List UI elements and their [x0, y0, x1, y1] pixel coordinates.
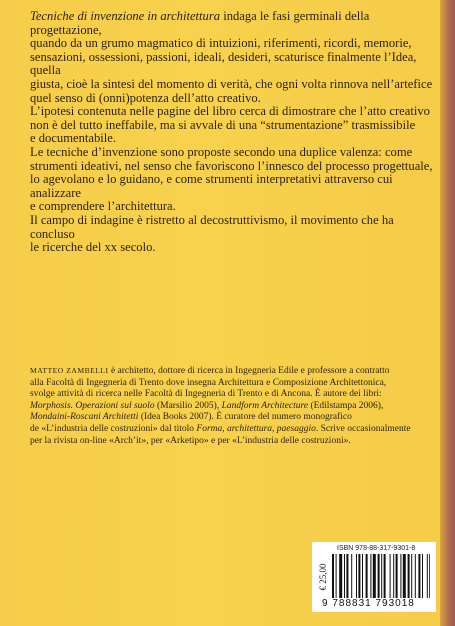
barcode-bar	[396, 554, 398, 598]
barcode-bar	[400, 554, 401, 598]
barcode-bar	[378, 554, 380, 598]
text-line: (Marsilio 2005),	[154, 400, 222, 411]
barcode-bar	[418, 554, 420, 598]
text-line: e comprendere l’architettura.	[30, 199, 176, 214]
price: € 25,00	[318, 563, 328, 591]
text-line: è architetto, dottore di ricerca in Ingegneria Edile e professore a contratto	[108, 366, 390, 376]
text-line: quel senso di (onni)potenza dell’atto creativo.	[30, 90, 261, 105]
barcode-bar	[390, 554, 391, 598]
barcode-bar	[336, 554, 337, 598]
text-line: lo agevolano e lo guidano, e come strumenti interpretativi attraverso cui analizzare	[30, 172, 393, 200]
description-paragraph-3	[30, 146, 438, 214]
text-line: . Scrive occasionalmente	[315, 423, 411, 434]
text-line: Le tecniche d’invenzione sono proposte secondo una duplice valenza: come	[30, 144, 413, 159]
barcode-bar	[339, 554, 342, 598]
barcode-bar	[408, 554, 410, 598]
barcode-bars	[332, 554, 430, 598]
text-line: quando da un grumo magmatico di intuizioni, riferimenti, ricordi, memorie,	[30, 36, 412, 51]
text-line: alla Facoltà di Ingegneria di Trento dove insegna Architettura e Composizione Architettonica,	[30, 377, 387, 388]
barcode-bar	[344, 554, 345, 598]
description-paragraph-4	[30, 214, 438, 255]
text-line: de «L’industria delle costruzioni» dal titolo	[30, 423, 197, 434]
text-line: e documentabile.	[30, 131, 117, 146]
barcode-bar	[411, 554, 412, 598]
barcode-bar	[332, 554, 334, 598]
barcode-bar	[362, 554, 363, 598]
barcode-bar	[366, 554, 368, 598]
barcode-bar	[429, 554, 430, 598]
text-line: L’ipotesi contenuta nelle pagine del libro cerca di dimostrare che l’atto creativo	[30, 104, 430, 119]
text-line: (Idea Books 2007). È curatore del numero monografico	[138, 412, 352, 423]
barcode-bar	[356, 554, 357, 598]
barcode-bar	[422, 554, 423, 598]
barcode-bar	[403, 554, 406, 598]
book-description	[30, 10, 438, 255]
text-line: giusta, cioè la sintesi del momento di verità, che ogni volta rinnova nell’artefice	[30, 76, 433, 91]
barcode-digits: 9 788831 793018	[322, 598, 415, 609]
barcode-bar	[427, 554, 428, 598]
barcode-bar	[393, 554, 394, 598]
barcode-label	[312, 542, 436, 612]
author-bio	[30, 365, 440, 447]
text-line: (Edilstampa 2006),	[308, 400, 384, 411]
barcode-bar	[370, 554, 371, 598]
description-paragraph-1	[30, 10, 438, 105]
text-line: sensazioni, ossessioni, passioni, ideali, desideri, scaturisce finalmente l’Idea, quella	[30, 49, 417, 78]
cover-edge	[440, 0, 455, 626]
text-line: non è del tutto ineffabile, ma si avvale di una “strumentazione” trasmissibile	[30, 117, 416, 132]
book-title: Tecniche di invenzione in architettura	[30, 9, 221, 23]
isbn-text: ISBN 978-88-317-9301-8	[337, 545, 416, 552]
barcode-bar	[381, 554, 382, 598]
barcode-bar	[358, 554, 360, 598]
text-line: per la rivista on-line «Arch’it», per «Arketipo» e per «L’industria delle costruzioni».	[30, 435, 351, 446]
author-name: MATTEO ZAMBELLI	[30, 366, 109, 375]
text-line: strumenti ideativi, nel senso che favoriscono l’innesco del processo progettuale,	[30, 158, 433, 173]
barcode-bar	[373, 554, 376, 598]
text-line: indaga le fasi germinali della progettazione,	[30, 9, 370, 37]
text-line: le ricerche del xx secolo.	[30, 240, 156, 255]
description-paragraph-2	[30, 105, 438, 146]
book-ref: Forma, architettura, paesaggio	[196, 423, 316, 434]
barcode-bar	[346, 554, 348, 598]
barcode-bar	[351, 554, 352, 598]
book-ref: Morphosis. Operazioni sul suolo	[30, 400, 155, 411]
text-line: Il campo di indagine è ristretto al decostruttivismo, il movimento che ha concluso	[30, 212, 394, 241]
book-ref: Landform Architecture	[221, 400, 309, 411]
book-ref: Mondaini-Roscani Architetti	[30, 412, 139, 423]
barcode-bar	[415, 554, 416, 598]
barcode-bar	[384, 554, 386, 598]
text-line: svolge attività di ricerca nelle Facoltà di Ingegneria di Trento e di Ancona. È autore dei libri:	[30, 389, 382, 400]
